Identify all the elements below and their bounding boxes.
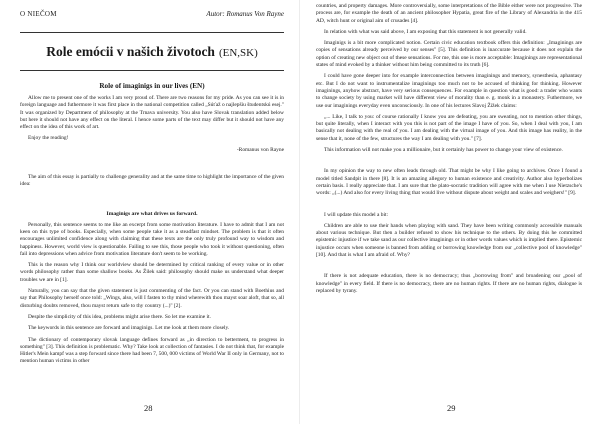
body-paragraph: In my opinion the way to new often leads through old. That might be why I like going to archives. Once I found a model titled Sandpit in there [8]. It is an amazing allegory to human existence and creativity. Author also hyperbolizes certain basis. I really appreciate that. I am sure that the plato-socratic tradition will agree with me when I use Nietzsche's words: „(...) And also for every living thing that would live without dispute about weight and scales and weighers!" [9]. xyxy=(316,168,582,197)
body-paragraph: I could have gone deeper into for example interconnection between imaginings and memory, synesthesia, aphantasy etc. But I do not want to instrumentalize imaginings too much not to be accused of thinking for thinking. However imaginings, anyhow abstract, have very serious consequences. For example in question what is good: a trader who wants to change society by using market will have different view of morality than e. g. monk in a monastery. Futhermore, we use our imaginings everyday even unconsciously. In one of his lectures Slavoj Žižek claims: xyxy=(316,73,582,109)
body-paragraph: In relation with what was said above, I am exposing that this statement is not generally valid. xyxy=(324,28,527,35)
body-paragraph: Despite the simplicity of this idea, problems might arise there. So let me examine it. xyxy=(28,313,211,320)
body-paragraph: The keywords in this sentence are forward and imaginigs. Let me look at them more closely. xyxy=(28,325,230,332)
body-paragraph: Imaginigs is a bit more complicated notion. Certain civic education textbook offers this definition: „Imaginings are copies of sensations already perceived by our senses" [5]. This definition is inaccurate because it does not explain the option of creating new object out of these sensations. For me, this one is more acceptable: Imaginings are representational states of mind evoked by a thinker without him being committed to its truth [6]. xyxy=(316,40,582,69)
body-paragraph: I will update this model a bit: xyxy=(324,211,389,218)
body-paragraph: Naturally, you can say that the given statement is just commenting of the fact. Or you can stand with Boethius and say that Philosophy herself once told: „Wings, also, will I fasten to thy mind wherewith thou mayst soar aloft, that so, all disturbing doubts removed, thou mayst return safe to thy country (...)" [2]. xyxy=(20,288,284,309)
body-paragraph: If there is not adequate education, there is no democracy; thus „borrowing from" and broadening our „pool of knowledge" in every field. If there is no democracy, there are no human rights. If there are no human rights, dialogue is replaced by tyrany. xyxy=(316,273,582,294)
chapter-heading: Role of imaginigs in our lives (EN) xyxy=(99,82,205,90)
enjoy-line: Enjoy the reading! xyxy=(28,135,69,142)
body-paragraph: Personally, this sentence seems to me like an excerpt from some motivation literature. I have to admit that I am not keen on this type of books. Especially, when some people take it as a steadfast mindset. The problem is that it often encourages unlimited confidence along with claiming that these texts are the only truly profound way to wisdom and happiness. However, world view is questionable. Failing to see this, those people who took it without questioning, often fail into depressions when advice from motivation literature don't seem to be working. xyxy=(20,221,284,257)
aim-paragraph: The aim of this essay is partially to challenge generality and at the same time to highlight the importance of the given idea: xyxy=(20,174,284,188)
running-author: Autor: Romanus Von Rayne xyxy=(206,10,284,18)
running-header xyxy=(20,10,284,18)
page-number: 28 xyxy=(144,403,153,413)
quote-paragraph: „... Like, I talk to you: of course rationally I know you are defeating, you are sweating, not to mention other things, but quite literally, when I interact with you this is not part of the image I have of you. So, when I deal with you, I am basically not dealing with the real of you. I am dealing with the virtual image of you. And this image has reality, in the sense that it, none of the few, structures the way I am dealing with you." [7]. xyxy=(316,113,582,142)
right-page xyxy=(300,0,600,424)
article-title: Role emócii v našich životoch xyxy=(46,44,215,59)
page-number: 29 xyxy=(447,403,456,413)
section-label: O NIEČOM xyxy=(20,10,57,18)
intro-paragraph: Allow me to present one of the works I am very proud of. There are two reasons for my pride. As you can see it is in foreign language and futhermore it was first place in the national competition called „Súťaž o najlepšiu študentskú esej." It was organized by Department of philosophy at the Trnava university. You also have Slovak translation added below but here it should not have any effect on the literal. I hence some parts of the text may differ but it should not have any effect on the idea of this work of art. xyxy=(20,95,284,131)
thesis-subheading: Imaginigs are what drives us forward. xyxy=(106,210,198,217)
body-paragraph: countries, and property damages. More controversially, some interpretations of the Bible either were not progressive. The process are, for example the death of an ancient philosopher Hypatia, great fire of the Library of Alexandria in the 415 AD, witch hunt or original aim of crusades [4]. xyxy=(316,3,582,24)
body-paragraph: The dictionary of contemporary slovak language defines forward as „in direction to betterment, to progress in something" [3]. This definition is problematic. Why? Take look at collection of fantasies. I do not think that, for example Hitler's Mein kampf was a step forward since there had been 7, 500, 000 victims of World War II only in Germany, not to mention human victims in other xyxy=(20,336,284,365)
body-paragraph: This is the reason why I think our worldview should be determined by critical ranking of every value or in other words philosophy rather than some shallow books. As Žilek said: philosophy should make us understand what deeper troubles we are in [1]. xyxy=(20,262,284,283)
body-paragraph: Children are able to use their hands when playing with sand. They have been writing commonly accessible manuals about various technique. But then a builder refused to show his technique to the others. By doing this he committed epistemic injustice if we take sand as our collective imaginings or in other words values which is implied there. Epistemic injustice occurs when someone is banned from adding or borrowing knowledge from our „collective pool of knowledge" [10]. And that is what I am afraid of. Why? xyxy=(316,222,582,259)
article-title-block xyxy=(20,32,284,71)
author-signature: -Romanus von Rayne xyxy=(236,146,284,153)
body-paragraph: This information will not make you a millionaire, but it certainly has power to change your view of existence. xyxy=(324,147,563,154)
article-title-lang: (EN,SK) xyxy=(218,47,258,59)
